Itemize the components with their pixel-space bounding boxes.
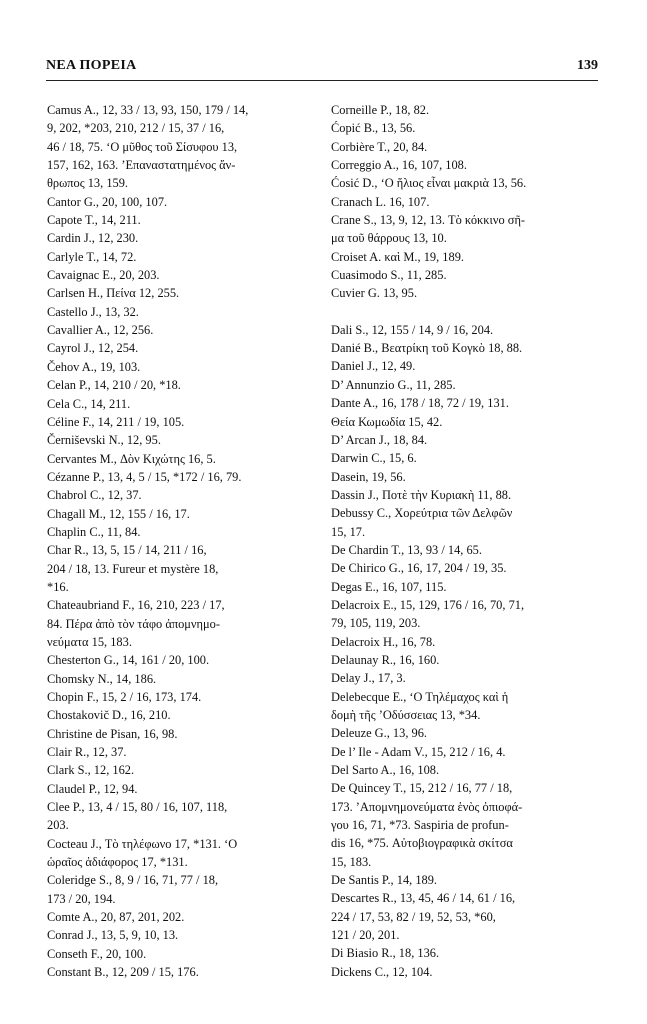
index-line: Delacroix H., 16, 78. <box>331 634 436 649</box>
index-line: Comte A., 20, 87, 201, 202. <box>47 910 185 925</box>
index-line: Conrad J., 13, 5, 9, 10, 13. <box>47 928 179 943</box>
index-line: Crane S., 13, 9, 12, 13. Τὸ κόκκινο σῆ- <box>331 213 526 228</box>
index-line: Corneille P., 18, 82. <box>331 103 430 117</box>
index-line: Cantor G., 20, 100, 107. <box>47 194 168 209</box>
index-line: 224 / 17, 53, 82 / 19, 52, 53, *60, <box>331 909 496 924</box>
index-line: Danié B., Βεατρίκη τοῦ Κογκὸ 18, 88. <box>331 341 523 356</box>
index-line: 84. Πέρα ἀπὸ τὸν τάφο ἀπομνημο- <box>47 616 220 631</box>
index-line: Delay J., 17, 3. <box>331 671 406 686</box>
index-line: Claudel P., 12, 94. <box>47 781 138 796</box>
index-line: Chagall M., 12, 155 / 16, 17. <box>47 506 190 521</box>
index-line: 173. ’Απομνημονεύματα ἑνὸς ὀπιοφά- <box>331 799 523 814</box>
index-line: Chopin F., 15, 2 / 16, 173, 174. <box>47 690 202 704</box>
index-line: Delaunay R., 16, 160. <box>331 652 440 667</box>
index-line: Carlsen H., Πείνα 12, 255. <box>47 286 180 301</box>
index-line: Debussy C., Χορεύτρια τῶν Δελφῶν <box>331 506 513 521</box>
page-number: 139 <box>577 58 598 73</box>
index-line: Capote T., 14, 211. <box>47 213 141 228</box>
index-column-left <box>47 101 319 982</box>
index-line: Dassin J., Ποτὲ τὴν Κυριακὴ 11, 88. <box>331 487 512 502</box>
index-line: De Quincey T., 15, 212 / 16, 77 / 18, <box>331 781 513 796</box>
header-rule <box>46 80 598 81</box>
index-line: Chabrol C., 12, 37. <box>47 488 142 503</box>
index-line: De Chirico G., 16, 17, 204 / 19, 35. <box>331 561 507 576</box>
index-line: Darwin C., 15, 6. <box>331 451 417 466</box>
index-line: Θεία Κωμωδία 15, 42. <box>331 414 443 429</box>
index-line: Cavaignac E., 20, 203. <box>47 268 160 283</box>
index-line: Ćopić B., 13, 56. <box>331 121 416 136</box>
index-line: Cardin J., 12, 230. <box>47 231 139 246</box>
index-line: *16. <box>47 579 69 594</box>
index-line: Dasein, 19, 56. <box>331 469 406 484</box>
index-line: γου 16, 71, *73. Saspiria de profun- <box>331 818 509 833</box>
index-line: Cocteau J., Τὸ τηλέφωνο 17, *131. ‘Ο <box>47 836 238 851</box>
index-line: Cuasimodo S., 11, 285. <box>331 268 447 283</box>
index-line: Coleridge S., 8, 9 / 16, 71, 77 / 18, <box>47 873 219 888</box>
index-line: Degas E., 16, 107, 115. <box>331 579 447 594</box>
index-line: Cervantes M., Δὸν Κιχώτης 16, 5. <box>47 451 216 466</box>
index-line: Céline F., 14, 211 / 19, 105. <box>47 414 185 429</box>
index-line: Chateaubriand F., 16, 210, 223 / 17, <box>47 598 225 613</box>
index-line: Dickens C., 12, 104. <box>331 964 433 979</box>
index-line: θρωπος 13, 159. <box>47 176 128 191</box>
index-line: 9, 202, *203, 210, 212 / 15, 37 / 16, <box>47 121 225 136</box>
index-line: Chesterton G., 14, 161 / 20, 100. <box>47 653 210 668</box>
index-line: 173 / 20, 194. <box>47 891 116 906</box>
index-line: μα τοῦ θάρρους 13, 10. <box>331 231 447 246</box>
index-line: δομὴ τῆς ’Οδύσσειας 13, *34. <box>331 708 481 722</box>
index-line: Constant B., 12, 209 / 15, 176. <box>47 965 199 980</box>
index-line: Castello J., 13, 32. <box>47 304 139 319</box>
index-line: Cayrol J., 12, 254. <box>47 341 139 356</box>
index-line: Delacroix E., 15, 129, 176 / 16, 70, 71, <box>331 597 525 612</box>
index-line: Deleuze G., 13, 96. <box>331 726 427 741</box>
index-line: Ćosić D., ‘Ο ἥλιος εἶναι μακριὰ 13, 56. <box>331 176 527 191</box>
index-line: Dali S., 12, 155 / 14, 9 / 16, 204. <box>331 322 494 337</box>
index-line: Christine de Pisan, 16, 98. <box>47 726 178 741</box>
index-line: 15, 183. <box>331 854 372 869</box>
index-line: D’ Arcan J., 18, 84. <box>331 432 428 447</box>
index-line: Chostakovič D., 16, 210. <box>47 708 171 723</box>
index-line: ὡραῖος ἀδιάφορος 17, *131. <box>47 855 188 870</box>
index-line: Clark S., 12, 162. <box>47 763 135 778</box>
index-line: Char R., 13, 5, 15 / 14, 211 / 16, <box>47 543 207 558</box>
index-line: Clair R., 12, 37. <box>47 745 127 760</box>
index-line: Carlyle T., 14, 72. <box>47 249 137 264</box>
index-line: 79, 105, 119, 203. <box>331 616 421 631</box>
index-line: Conseth F., 20, 100. <box>47 946 147 961</box>
index-line: Cézanne P., 13, 4, 5 / 15, *172 / 16, 79. <box>47 469 242 484</box>
index-line: Croiset A. καὶ M., 19, 189. <box>331 249 464 264</box>
index-column-right <box>331 101 599 981</box>
index-line: 15, 17. <box>331 524 366 539</box>
index-line: Clee P., 13, 4 / 15, 80 / 16, 107, 118, <box>47 800 228 815</box>
index-line: Corbière T., 20, 84. <box>331 139 428 154</box>
index-line: Camus A., 12, 33 / 13, 93, 150, 179 / 14, <box>47 103 249 117</box>
index-line: Cavallier A., 12, 256. <box>47 323 154 338</box>
index-line: Cela C., 14, 211. <box>47 396 131 411</box>
index-line: D’ Annunzio G., 11, 285. <box>331 377 456 392</box>
index-line: 204 / 18, 13. Fureur et mystère 18, <box>47 561 219 576</box>
index-line: Dante A., 16, 178 / 18, 72 / 19, 131. <box>331 396 509 411</box>
index-line: Cranach L. 16, 107. <box>331 194 430 209</box>
index-line: Del Sarto A., 16, 108. <box>331 763 440 778</box>
index-line: 203. <box>47 818 69 833</box>
index-line: 121 / 20, 201. <box>331 928 400 943</box>
index-line: De Chardin T., 13, 93 / 14, 65. <box>331 542 482 557</box>
journal-title: ΝΕΑ ΠΟΡΕΙΑ <box>46 58 137 73</box>
index-line: Chomsky N., 14, 186. <box>47 671 157 686</box>
index-line: Chaplin C., 11, 84. <box>47 524 141 539</box>
index-line <box>331 303 599 321</box>
index-line: 46 / 18, 75. ‘Ο μῦθος τοῦ Σίσυφου 13, <box>47 139 238 154</box>
index-line: dis 16, *75. Αὐτοβιογραφικὰ σκίτσα <box>331 836 513 851</box>
index-line: Černiševski N., 12, 95. <box>47 433 161 448</box>
index-line: 157, 162, 163. ’Επαναστατημένος ἄν- <box>47 158 236 173</box>
index-line: Daniel J., 12, 49. <box>331 359 416 374</box>
index-line: Celan P., 14, 210 / 20, *18. <box>47 378 181 393</box>
index-line: Descartes R., 13, 45, 46 / 14, 61 / 16, <box>331 891 516 906</box>
index-line: Cuvier G. 13, 95. <box>331 286 418 301</box>
index-line: νεύματα 15, 183. <box>47 634 132 649</box>
running-header <box>46 58 598 78</box>
index-line: De l’ Ile - Adam V., 15, 212 / 16, 4. <box>331 744 506 759</box>
index-line: Delebecque E., ‘Ο Τηλέμαχος καὶ ἡ <box>331 689 509 704</box>
index-line: Čehov A., 19, 103. <box>47 359 141 374</box>
index-line: De Santis P., 14, 189. <box>331 873 438 888</box>
index-line: Correggio A., 16, 107, 108. <box>331 158 467 173</box>
index-line: Di Biasio R., 18, 136. <box>331 946 440 961</box>
